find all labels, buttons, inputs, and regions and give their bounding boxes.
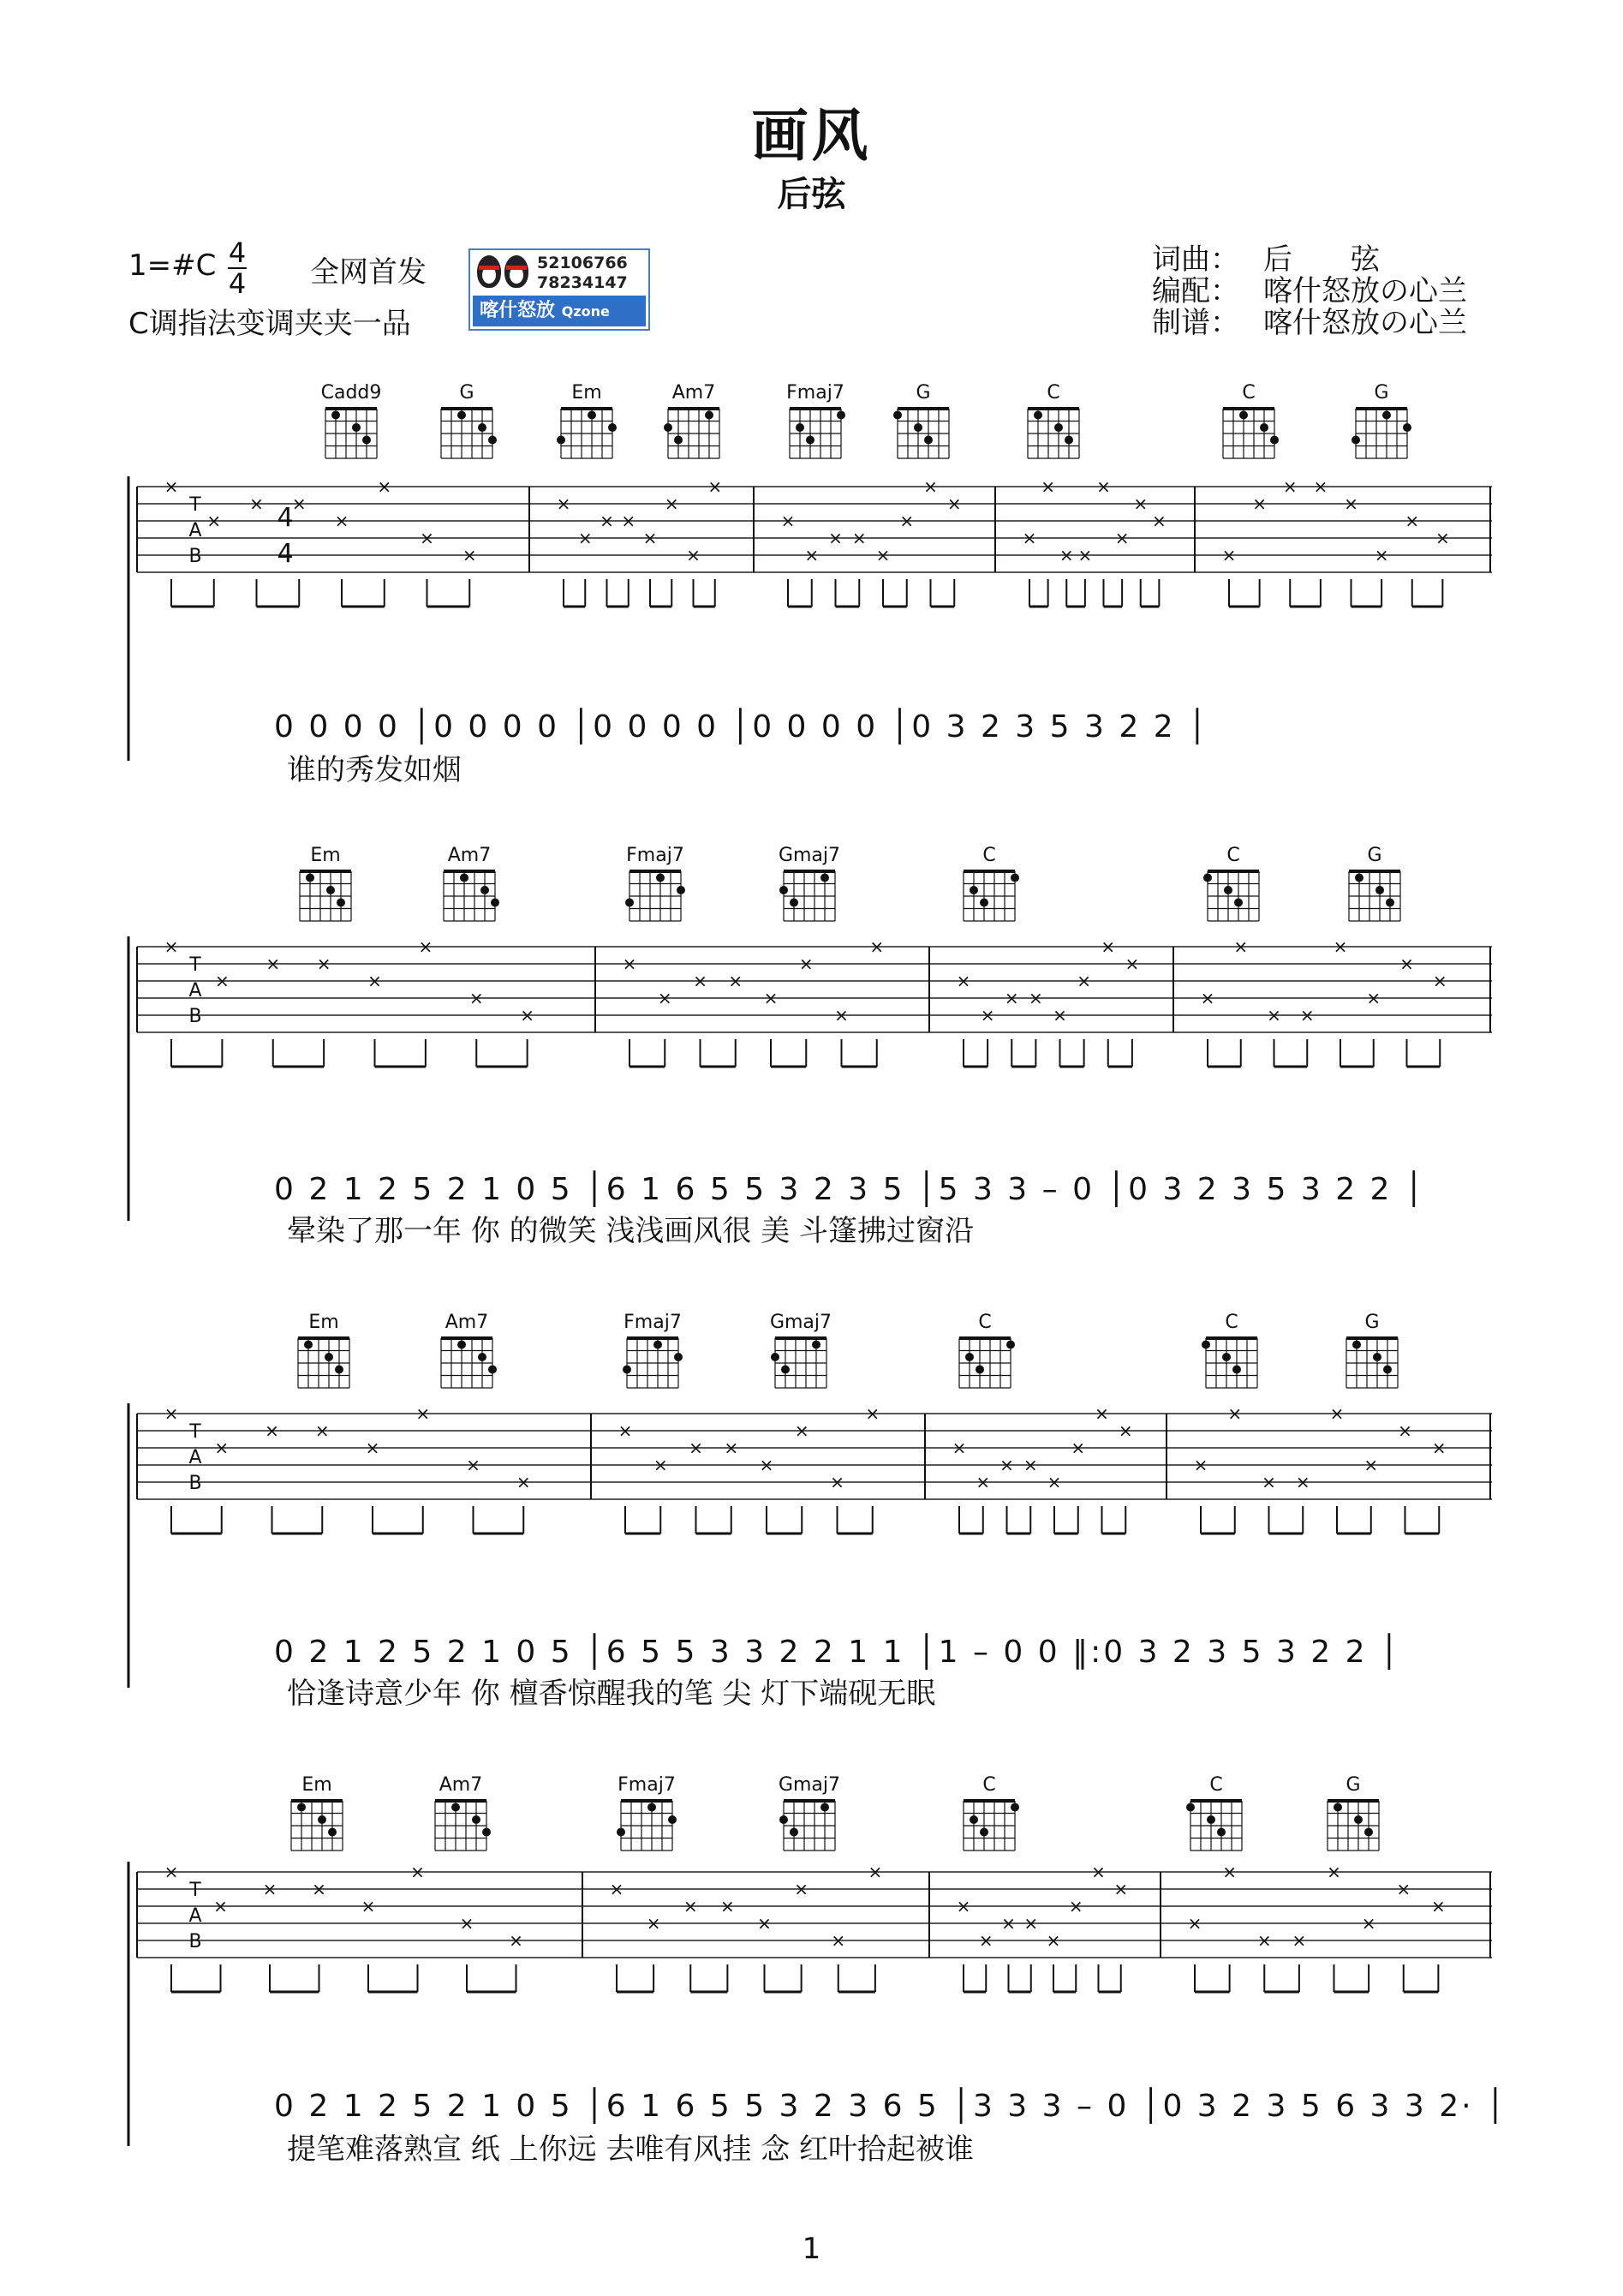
tab-note-x: × [214, 1438, 230, 1458]
tab-note-x: × [291, 493, 307, 514]
tab-note-x: × [1047, 1472, 1062, 1492]
chord-finger-dot [457, 411, 466, 420]
tab-note-x: × [1435, 528, 1450, 548]
chord-name: Gmaj7 [778, 845, 841, 866]
tab-note-x: × [1361, 1913, 1376, 1934]
tab-note-x: × [693, 971, 707, 991]
chord-finger-dot [478, 1353, 486, 1361]
chord-finger-dot [790, 1828, 798, 1837]
chord-finger-dot [1352, 1341, 1361, 1349]
tab-note-x: × [1363, 1455, 1379, 1475]
chord-finger-dot [656, 874, 665, 882]
credit-lyrics-music: 词曲： 后 弦 [1152, 242, 1380, 277]
qzone-plate: 喀什怒放 Qzone [473, 296, 646, 326]
chord-finger-dot [1354, 1815, 1363, 1824]
chord-name: C [982, 1774, 996, 1796]
tab-note-x: × [1262, 1472, 1276, 1492]
chord-name: Am7 [439, 1774, 483, 1796]
tab-note-x: × [1022, 528, 1037, 548]
chord-name: Gmaj7 [778, 1774, 841, 1796]
lyrics-line: 恰逢诗意少年 你 檀香惊醒我的笔 尖 灯下端砚无眠 [287, 1677, 936, 1711]
tab-note-x: × [1200, 988, 1215, 1008]
tab-note-x: × [763, 988, 779, 1008]
tab-note-x: × [830, 1472, 844, 1492]
tab-note-x: × [686, 545, 701, 565]
chord-finger-dot [1355, 874, 1363, 882]
tab-note-x: × [334, 511, 349, 531]
tab-note-x: × [1028, 988, 1043, 1008]
tab-note-x: × [418, 936, 433, 957]
tab-note-x: × [976, 1472, 991, 1492]
tab-note-x: × [946, 493, 962, 514]
chord-finger-dot [362, 436, 371, 445]
chord-finger-dot [1186, 1803, 1195, 1812]
lyrics-line: 谁的秀发如烟 [287, 753, 462, 787]
tab-note-x: × [828, 528, 843, 548]
tab-note-x: × [214, 971, 230, 991]
tab-note-x: × [851, 528, 867, 548]
tab-note-x: × [1399, 954, 1414, 974]
tab-note-x: × [520, 1005, 535, 1025]
chord-finger-dot [1222, 1353, 1231, 1361]
chord-finger-dot [588, 411, 596, 420]
chord-finger-dot [980, 1828, 988, 1837]
chord-finger-dot [1383, 1366, 1392, 1374]
tab-note-x: × [1077, 971, 1092, 991]
tab-note-x: × [689, 1438, 703, 1458]
tab-note-x: × [1071, 1438, 1086, 1458]
chord-finger-dot [1386, 899, 1394, 907]
tab-note-x: × [1344, 493, 1358, 514]
tab-note-x: × [365, 1438, 380, 1458]
chord-finger-dot [1352, 436, 1360, 445]
chord-finger-dot [980, 899, 988, 907]
chord-finger-dot [806, 436, 814, 445]
tab-note-x: × [1114, 528, 1130, 548]
tab-note-x: × [1023, 1913, 1039, 1934]
chord-name: C [978, 1312, 992, 1333]
chord-finger-dot [1011, 874, 1019, 882]
tab-note-x: × [1405, 511, 1420, 531]
chord-finger-dot [1373, 1353, 1381, 1361]
chord-finger-dot [820, 874, 829, 882]
tab-clef-letter: T [189, 1421, 201, 1443]
tab-note-x: × [556, 493, 571, 514]
chord-finger-dot [460, 874, 468, 882]
tab-note-x: × [707, 476, 723, 497]
release-note: 全网首发 [310, 255, 427, 290]
tab-note-x: × [642, 528, 658, 548]
chord-finger-dot [1364, 1828, 1373, 1837]
chord-name: Gmaj7 [769, 1312, 832, 1333]
tab-note-x: × [316, 954, 331, 974]
chord-finger-dot [306, 874, 314, 882]
chord-finger-dot [352, 423, 361, 432]
tab-note-x: × [314, 1420, 330, 1441]
chord-finger-dot [325, 1353, 333, 1361]
tab-clef-letter: A [188, 1905, 202, 1927]
tab-time-bottom: 4 [277, 539, 294, 569]
chord-finger-dot [1403, 423, 1411, 432]
tab-note-x: × [1233, 936, 1249, 957]
chord-finger-dot [1224, 886, 1232, 894]
chord-name: G [916, 382, 931, 404]
chord-name: G [1346, 1774, 1361, 1796]
chord-name: Fmaj7 [786, 382, 844, 404]
tab-clef-letter: A [188, 980, 202, 1002]
tab-clef-letter: A [188, 520, 202, 541]
tab-note-x: × [980, 1005, 995, 1025]
tab-note-x: × [1041, 476, 1056, 497]
chord-finger-dot [328, 1828, 337, 1837]
tab-note-x: × [1292, 1930, 1307, 1951]
tab-note-x: × [420, 528, 434, 548]
chord-finger-dot [674, 1353, 683, 1361]
chord-finger-dot [781, 1366, 790, 1374]
chord-finger-dot [705, 411, 713, 420]
tab-clef-letter: T [189, 494, 201, 516]
chord-finger-dot [771, 1353, 779, 1361]
tab-note-x: × [1299, 1005, 1315, 1025]
tab-note-x: × [1023, 1455, 1038, 1475]
chord-finger-dot [970, 1815, 978, 1824]
tab-note-x: × [621, 511, 636, 531]
tab-note-x: × [1133, 493, 1149, 514]
tab-note-x: × [516, 1472, 531, 1492]
tab-note-x: × [1432, 971, 1447, 991]
tab-note-x: × [646, 1913, 661, 1934]
chord-finger-dot [779, 1815, 788, 1824]
tab-note-x: × [923, 476, 938, 497]
chord-finger-dot [297, 1803, 306, 1812]
chord-finger-dot [623, 1366, 631, 1374]
chord-finger-dot [491, 899, 499, 907]
tab-clef-letter: T [189, 1880, 201, 1901]
chord-finger-dot [812, 1341, 820, 1349]
tab-note-x: × [164, 1862, 179, 1882]
numbered-notation: 0 2 1 2 5 2 1 0 5 │6 1 6 5 5 3 2 3 5 │5 3 3 – 0 │0 3 2 3 5 3 2 2 │ [274, 1172, 1426, 1207]
chord-finger-dot [318, 1815, 326, 1824]
capo-note: C调指法变调夹夹一品 [128, 307, 411, 341]
tab-note-x: × [1151, 511, 1167, 531]
song-title: 画风 [751, 103, 872, 169]
tab-note-x: × [794, 1420, 809, 1441]
chord-finger-dot [1006, 1341, 1015, 1349]
chord-name: Am7 [447, 845, 492, 866]
chord-name: C [1226, 845, 1240, 866]
chord-finger-dot [668, 1815, 677, 1824]
chord-finger-dot [779, 886, 788, 894]
chord-name: C [1242, 382, 1256, 404]
tab-note-x: × [410, 1862, 425, 1882]
chord-finger-dot [653, 1341, 662, 1349]
chord-finger-dot [331, 411, 340, 420]
tab-note-x: × [462, 545, 477, 565]
chord-finger-dot [1207, 1815, 1215, 1824]
tab-note-x: × [875, 545, 891, 565]
tab-note-x: × [415, 1403, 431, 1424]
tab-note-x: × [1222, 1862, 1238, 1882]
chord-finger-dot [970, 886, 978, 894]
time-signature: 4 4 [228, 236, 247, 300]
chord-finger-dot [1382, 411, 1391, 420]
chord-finger-dot [1011, 1803, 1019, 1812]
tab-note-x: × [509, 1930, 523, 1951]
chord-finger-dot [1202, 1341, 1210, 1349]
tab-note-x: × [577, 528, 593, 548]
tab-note-x: × [1333, 936, 1348, 957]
chord-finger-dot [790, 899, 798, 907]
chord-finger-dot [335, 1366, 343, 1374]
tab-note-x: × [312, 1879, 326, 1899]
chord-name: C [982, 845, 996, 866]
chord-name: Em [308, 1312, 339, 1333]
tab-note-x: × [865, 1403, 880, 1424]
chord-finger-dot [674, 436, 683, 445]
tab-note-x: × [978, 1930, 993, 1951]
tab-note-x: × [1431, 1438, 1447, 1458]
chord-finger-dot [326, 886, 335, 894]
credit-transcriber: 制谱： 喀什怒放の心兰 [1152, 306, 1467, 340]
chord-finger-dot [625, 899, 634, 907]
tab-note-x: × [1327, 1862, 1341, 1882]
tab-note-x: × [164, 936, 179, 957]
chord-finger-dot [1232, 1366, 1241, 1374]
tab-clef-letter: T [189, 954, 201, 976]
chord-name: C [1225, 1312, 1238, 1333]
tab-note-x: × [1366, 988, 1381, 1008]
chord-name: G [459, 382, 474, 404]
chord-name: Em [571, 382, 602, 404]
tab-clef-letter: B [188, 1931, 202, 1952]
tab-note-x: × [1282, 476, 1298, 497]
tab-note-x: × [1313, 476, 1328, 497]
tab-note-x: × [757, 1913, 772, 1934]
chord-finger-dot [647, 1803, 656, 1812]
tab-note-x: × [468, 988, 484, 1008]
tab-note-x: × [1187, 1913, 1202, 1934]
tab-note-x: × [899, 511, 915, 531]
chord-finger-dot [451, 1803, 460, 1812]
tab-note-x: × [164, 476, 179, 497]
chord-finger-dot [893, 411, 902, 420]
qq-numbers: 52106766 78234147 [537, 254, 628, 292]
tab-note-x: × [609, 1879, 624, 1899]
tab-note-x: × [1193, 1455, 1208, 1475]
tab-note-x: × [1096, 476, 1111, 497]
tab-note-x: × [1118, 1420, 1133, 1441]
chord-finger-dot [557, 436, 565, 445]
chord-name: Fmaj7 [618, 1774, 676, 1796]
lyrics-line: 晕染了那一年 你 的微笑 浅浅画风很 美 斗篷拂过窗沿 [287, 1214, 975, 1248]
tab-clef-letter: B [188, 1473, 202, 1494]
tab-note-x: × [999, 1455, 1014, 1475]
page-number: 1 [802, 2232, 821, 2266]
chord-finger-dot [617, 1828, 625, 1837]
chord-finger-dot [1034, 411, 1042, 420]
tab-note-x: × [869, 936, 885, 957]
tab-note-x: × [1101, 936, 1116, 957]
tab-note-x: × [653, 1455, 668, 1475]
key-signature: 1=#C [128, 248, 217, 283]
tab-note-x: × [206, 511, 222, 531]
tab-note-x: × [600, 511, 614, 531]
tab-note-x: × [1329, 1403, 1345, 1424]
chord-finger-dot [1203, 874, 1212, 882]
tab-note-x: × [622, 954, 637, 974]
tab-clef-letter: A [188, 1447, 202, 1468]
tab-note-x: × [618, 1420, 633, 1441]
tab-note-x: × [1091, 1862, 1106, 1882]
chord-finger-dot [976, 1366, 984, 1374]
tab-note-x: × [1001, 1913, 1016, 1934]
chord-name: C [1047, 382, 1060, 404]
tab-note-x: × [164, 1403, 179, 1424]
tab-note-x: × [952, 1438, 967, 1458]
tab-note-x: × [1004, 988, 1019, 1008]
lyrics-line: 提笔难落熟宣 纸 上你远 去唯有风挂 念 红叶拾起被谁 [287, 2132, 975, 2167]
tab-note-x: × [657, 988, 672, 1008]
chord-finger-dot [608, 423, 617, 432]
tab-note-x: × [361, 1896, 376, 1916]
tab-note-x: × [1227, 1403, 1243, 1424]
tab-note-x: × [1430, 1896, 1446, 1916]
tab-note-x: × [1113, 1879, 1129, 1899]
tab-note-x: × [868, 1862, 883, 1882]
tab-note-x: × [1068, 1896, 1083, 1916]
numbered-notation: 0 2 1 2 5 2 1 0 5 │6 5 5 3 3 2 2 1 1 │1 – 0 0 ‖:0 3 2 3 5 3 2 2 │ [274, 1635, 1401, 1670]
chord-name: Am7 [445, 1312, 489, 1333]
chord-finger-dot [664, 423, 672, 432]
chord-name: Am7 [671, 382, 716, 404]
tab-note-x: × [1252, 493, 1268, 514]
chord-finger-dot [1334, 1803, 1342, 1812]
chord-name: Fmaj7 [626, 845, 684, 866]
tab-note-x: × [213, 1896, 228, 1916]
chord-finger-dot [1239, 411, 1248, 420]
chord-name: G [1364, 1312, 1380, 1333]
tab-note-x: × [719, 1896, 735, 1916]
tab-note-x: × [956, 1896, 971, 1916]
song-artist: 后弦 [777, 175, 846, 214]
chord-name: Cadd9 [320, 382, 382, 404]
tab-clef-letter: B [188, 546, 202, 567]
tab-note-x: × [956, 971, 971, 991]
chord-finger-dot [472, 1815, 480, 1824]
tab-note-x: × [266, 954, 281, 974]
chord-name: Em [310, 845, 341, 866]
chord-name: Em [301, 1774, 332, 1796]
tab-note-x: × [1046, 1930, 1061, 1951]
tab-note-x: × [1095, 1403, 1109, 1424]
tab-note-x: × [1077, 545, 1093, 565]
tab-note-x: × [794, 1879, 809, 1899]
tab-note-x: × [831, 1930, 846, 1951]
tab-note-x: × [683, 1896, 698, 1916]
tab-note-x: × [664, 493, 679, 514]
chord-finger-dot [488, 1366, 497, 1374]
chord-name: C [1209, 1774, 1223, 1796]
tab-note-x: × [249, 493, 264, 514]
tab-note-x: × [759, 1455, 774, 1475]
chord-finger-dot [304, 1341, 313, 1349]
tab-note-x: × [262, 1879, 277, 1899]
chord-finger-dot [480, 886, 489, 894]
chord-finger-dot [796, 423, 804, 432]
tab-note-x: × [834, 1005, 849, 1025]
chord-name: G [1367, 845, 1382, 866]
tab-note-x: × [1059, 545, 1074, 565]
numbered-notation: 0 0 0 0 │0 0 0 0 │0 0 0 0 │0 0 0 0 │0 3 2 3 5 3 2 2 │ [274, 709, 1209, 744]
chord-name: Fmaj7 [624, 1312, 682, 1333]
chord-finger-dot [488, 436, 497, 445]
chord-finger-dot [1270, 436, 1279, 445]
tab-note-x: × [728, 971, 743, 991]
tab-note-x: × [1396, 1879, 1411, 1899]
tab-note-x: × [459, 1913, 474, 1934]
tab-note-x: × [1398, 1420, 1412, 1441]
chord-finger-dot [965, 1353, 974, 1361]
chord-name: G [1374, 382, 1389, 404]
tab-time-top: 4 [277, 503, 294, 533]
chord-finger-dot [924, 436, 933, 445]
tab-note-x: × [377, 476, 392, 497]
chord-finger-dot [478, 423, 486, 432]
credit-arranger: 编配： 喀什怒放の心兰 [1152, 274, 1467, 308]
chord-finger-dot [837, 411, 845, 420]
tab-note-x: × [1125, 954, 1140, 974]
tab-note-x: × [780, 511, 796, 531]
tab-note-x: × [1053, 1005, 1067, 1025]
tab-note-x: × [1374, 545, 1389, 565]
chord-finger-dot [1054, 423, 1063, 432]
chord-finger-dot [1065, 436, 1073, 445]
tab-note-x: × [804, 545, 820, 565]
tab-note-x: × [1221, 545, 1237, 565]
chord-finger-dot [677, 886, 685, 894]
tab-note-x: × [265, 1420, 279, 1441]
chord-finger-dot [457, 1341, 466, 1349]
chord-finger-dot [820, 1803, 829, 1812]
tab-note-x: × [798, 954, 814, 974]
chord-finger-dot [914, 423, 922, 432]
chord-finger-dot [1217, 1828, 1226, 1837]
numbered-notation: 0 2 1 2 5 2 1 0 5 │6 1 6 5 5 3 2 3 6 5 │3 3 3 – 0 │0 3 2 3 5 6 3 3 2· │ [274, 2089, 1507, 2124]
chord-finger-dot [1260, 423, 1268, 432]
tab-note-x: × [1295, 1472, 1310, 1492]
tab-note-x: × [724, 1438, 739, 1458]
tab-note-x: × [1267, 1005, 1281, 1025]
tab-note-x: × [367, 971, 382, 991]
chord-finger-dot [1375, 886, 1384, 894]
chord-finger-dot [1234, 899, 1243, 907]
tab-clef-letter: B [188, 1006, 202, 1027]
tab-note-x: × [1256, 1930, 1272, 1951]
chord-finger-dot [482, 1828, 491, 1837]
tab-note-x: × [466, 1455, 480, 1475]
chord-finger-dot [337, 899, 345, 907]
